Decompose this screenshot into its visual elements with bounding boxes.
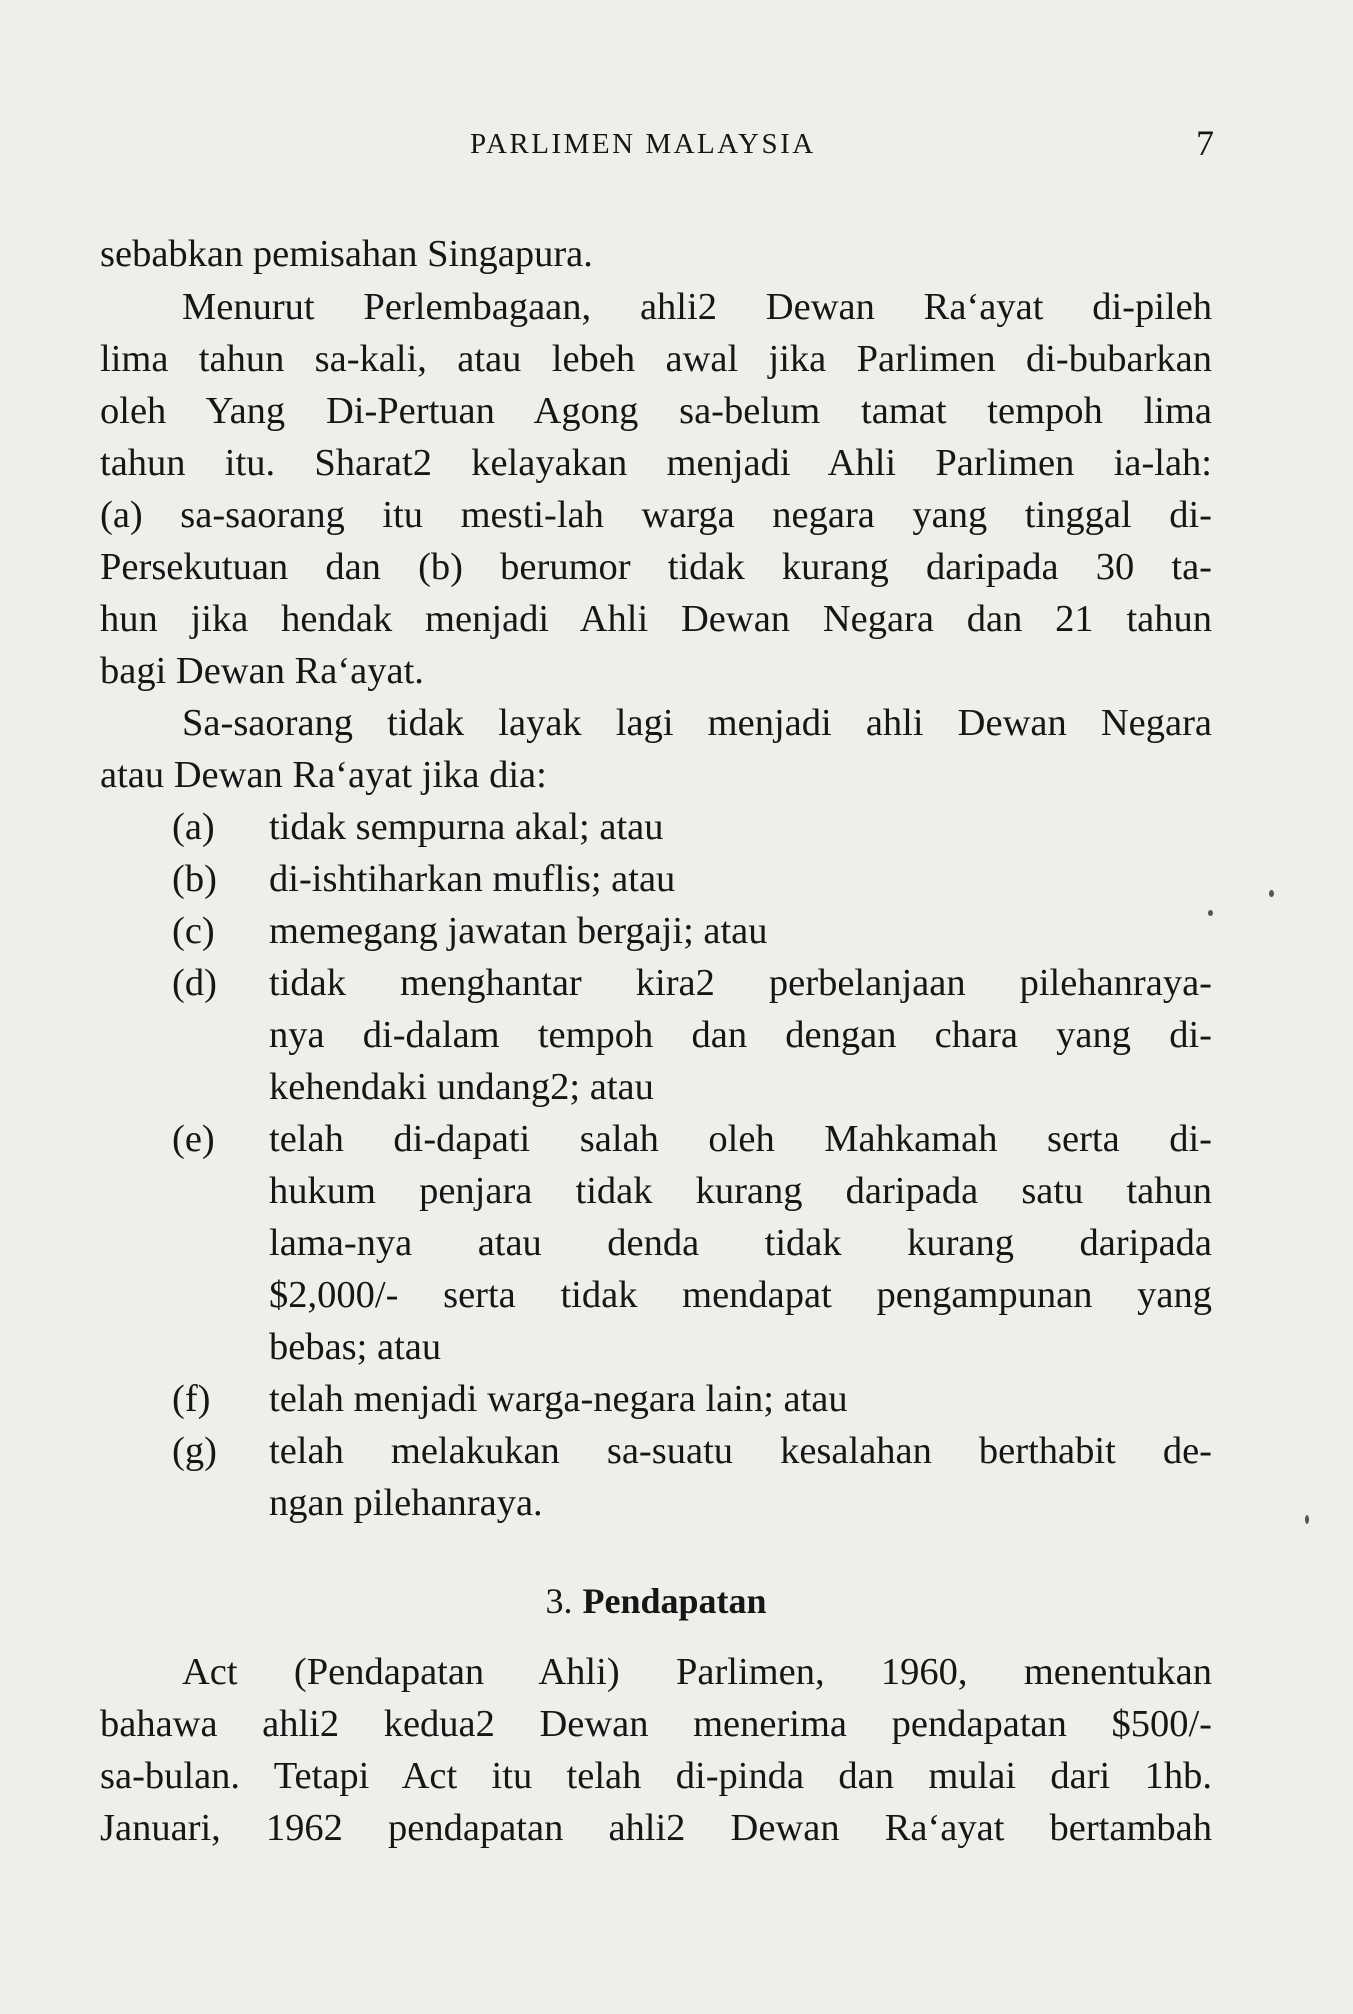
body-line: (a) sa-saorang itu mesti-lah warga negara yang tinggal di- — [100, 494, 1212, 536]
section-number: 3. — [545, 1581, 573, 1621]
body-line: Januari, 1962 pendapatan ahli2 Dewan Ra‘ayat bertambah — [100, 1807, 1212, 1849]
section-title: Pendapatan — [582, 1581, 767, 1621]
page-number: 7 — [1196, 123, 1214, 163]
print-speck — [1269, 890, 1274, 897]
body-line: Persekutuan dan (b) berumor tidak kurang daripada 30 ta- — [100, 546, 1212, 588]
body-line: Sa-saorang tidak layak lagi menjadi ahli Dewan Negara — [182, 702, 1212, 744]
body-line: bagi Dewan Ra‘ayat. — [100, 650, 424, 692]
list-marker: (a) — [172, 806, 215, 848]
list-marker: (f) — [172, 1378, 211, 1420]
body-line: oleh Yang Di-Pertuan Agong sa-belum tamat tempoh lima — [100, 390, 1212, 432]
running-header: PARLIMEN MALAYSIA — [470, 128, 816, 160]
list-text: telah menjadi warga-negara lain; atau — [269, 1378, 848, 1420]
list-text: telah melakukan sa-suatu kesalahan berthabit de- — [269, 1430, 1212, 1472]
list-text: tidak menghantar kira2 perbelanjaan pilehanraya- — [269, 962, 1212, 1004]
body-line: lima tahun sa-kali, atau lebeh awal jika Parlimen di-bubarkan — [100, 338, 1212, 380]
list-marker: (c) — [172, 910, 215, 952]
body-line: hun jika hendak menjadi Ahli Dewan Negara dan 21 tahun — [100, 598, 1212, 640]
list-text: tidak sempurna akal; atau — [269, 806, 664, 848]
print-speck — [1305, 1515, 1309, 1524]
list-text: telah di-dapati salah oleh Mahkamah serta di- — [269, 1118, 1212, 1160]
list-text-continued: nya di-dalam tempoh dan dengan chara yang di- — [269, 1014, 1212, 1056]
body-line: sa-bulan. Tetapi Act itu telah di-pinda dan mulai dari 1hb. — [100, 1755, 1212, 1797]
list-text-continued: ngan pilehanraya. — [269, 1482, 543, 1524]
section-heading — [100, 1580, 1212, 1622]
list-text: memegang jawatan bergaji; atau — [269, 910, 768, 952]
body-line: Act (Pendapatan Ahli) Parlimen, 1960, menentukan — [182, 1651, 1212, 1693]
print-speck — [1208, 910, 1213, 916]
list-marker: (e) — [172, 1118, 215, 1160]
list-text-continued: bebas; atau — [269, 1326, 442, 1368]
body-line: atau Dewan Ra‘ayat jika dia: — [100, 754, 547, 796]
body-line: Menurut Perlembagaan, ahli2 Dewan Ra‘ayat di-pileh — [182, 286, 1212, 328]
list-marker: (b) — [172, 858, 217, 900]
list-marker: (d) — [172, 962, 217, 1004]
list-text-continued: lama-nya atau denda tidak kurang daripada — [269, 1222, 1212, 1264]
list-marker: (g) — [172, 1430, 217, 1472]
body-line: tahun itu. Sharat2 kelayakan menjadi Ahli Parlimen ia-lah: — [100, 442, 1212, 484]
body-line: sebabkan pemisahan Singapura. — [100, 233, 593, 275]
list-text-continued: hukum penjara tidak kurang daripada satu tahun — [269, 1170, 1212, 1212]
body-line: bahawa ahli2 kedua2 Dewan menerima pendapatan $500/- — [100, 1703, 1212, 1745]
list-text-continued: $2,000/- serta tidak mendapat pengampunan yang — [269, 1274, 1212, 1316]
list-text-continued: kehendaki undang2; atau — [269, 1066, 654, 1108]
list-text: di-ishtiharkan muflis; atau — [269, 858, 676, 900]
